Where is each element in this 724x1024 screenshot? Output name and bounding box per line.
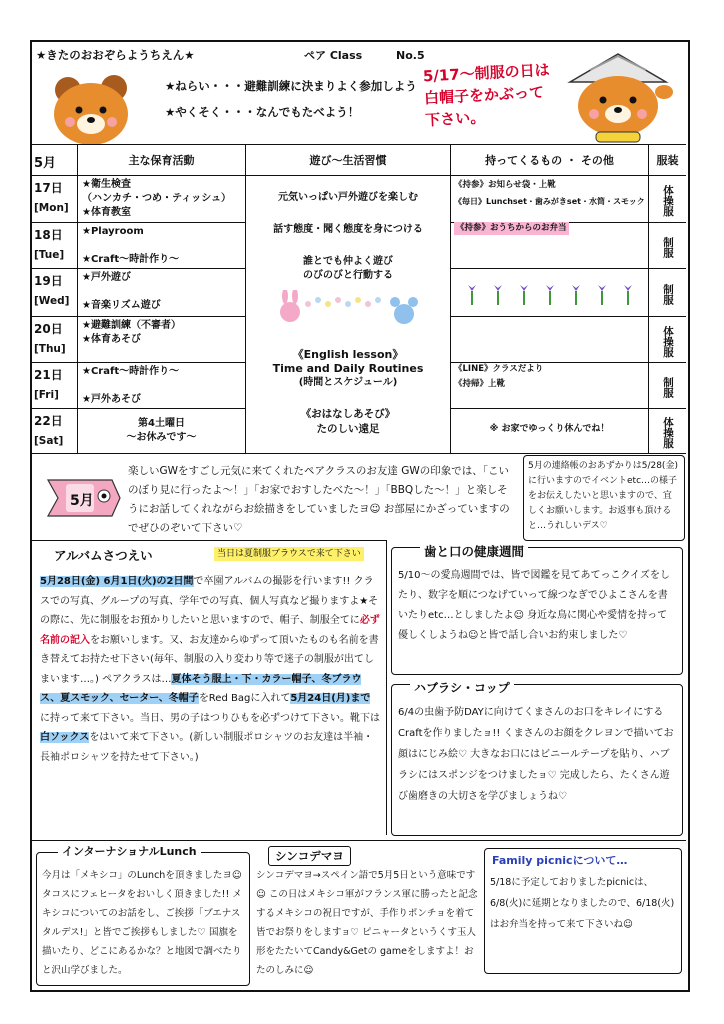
lunch-title: インターナショナルLunch [58,843,201,859]
play-header: 遊び〜生活習慣 [309,154,387,167]
items-sat: ※ お家でゆっくり休んでね！ [489,424,610,434]
activity-line: ★音楽リズム遊び [82,300,161,311]
album-dates: 5月28日(金) 6月1日(火)の2日間 [40,576,194,587]
items-tue: 《持参》おうちからのお弁当 [456,223,567,233]
album-body [40,572,380,834]
english-lesson-title: 《English lesson》 [292,348,404,361]
activity-line: ★戸外あそび [82,394,141,405]
bear-face-icon [48,70,134,148]
iris-flowers-icon [460,277,642,307]
picnic-text: 5/18に予定しておりましたpicnicは、6/8(火)に延期となりましたので、6/18(火)はお弁当を持って来て下さいね☺ [490,877,675,930]
day-number: 20日 [34,322,63,336]
weekday-label: [Wed] [34,295,70,307]
day-number: 19日 [34,274,63,288]
day-number: 21日 [34,368,63,382]
issue-number: No.5 [396,49,425,62]
uniform-cell: 体操服 [662,325,674,358]
album-body-2: をお願いします。又、お友達からゆずって頂いたものも名前を書き替えてお持たせ下さい(毎年、制服の入り変わり等で迷子の制服が出てしまいます…。) ペアクラスは… [40,634,379,685]
play-line-3: 誰とでも仲よく遊び [303,256,393,267]
uniform-cell: 体操服 [662,417,674,449]
weekday-label: [Fri] [34,389,59,401]
bear-helmet-icon [556,48,680,144]
uniform-cell: 制服 [662,284,674,305]
cinco-text: シンコデマヨ→スペイン語で5月5日という意味です☺ この日はメキシコ軍がフランス軍に勝ったと記念するメキシコの祝日ですが、手作りポンチョを着て皆でお祭りをしますョ♡ ピニャータというくす玉人形をたたいてCandy&Getの gameをしますよ！おたのしみに☺ [256,870,478,976]
brush-title: ハブラシ・コップ [410,679,514,696]
gw-message: 楽しいGWをすごし元気に来てくれたペアクラスのお友達 GWの印象では、「こいのぼり見に行ったよ〜！」「お家でおすしたべた〜！」「BBQした〜！」と楽しそうにお話してくれながらお絵描きをしていましたヨ☺ お部屋にかざっていますのでぜひのぞいて下さい♡ [128,465,510,534]
album-body-3: をRed Bagに入れて [198,693,291,704]
day-number: 18日 [34,228,63,242]
story-title: 《おはなしあそび》 [300,408,396,420]
activity-line: ★Playroom [82,226,144,237]
album-body-5: をはいて来て下さい。(新しい制服ポロシャツのお友達は半袖・長袖ポロシャツを持たせて下さい。) [40,732,374,763]
school-name: ★きたのおおぞらようちえん★ [36,48,195,62]
album-name-required: 必ず 名前の記入 [40,615,380,646]
english-lesson-topic: Time and Daily Routines [272,362,424,375]
album-subtitle: 当日は夏制服ブラウスで来て下さい [214,547,364,561]
play-line-2: 話す態度・聞く態度を身につける [273,224,423,235]
animals-bubbles-icon [276,290,426,332]
tooth-week-text: 5/10〜の愛鳥週間では、皆で図鑑を見てあてっこクイズをしたり、数字を順につなげていって線つなぎでひよこさんを書いたりetc…としましたよ☺ 身近な鳥に関心や愛情を持って優しくしようね☺と皆で話し合いお約束しました♡ [398,570,670,641]
album-body-4: に持って来て下さい。当日、男の子はつりひもを必ずつけて下さい。靴下は [40,712,380,724]
activities-header: 主な保育活動 [128,154,195,167]
items-mon-1: 《持参》お知らせ袋・上靴 [454,180,556,190]
english-lesson-sub: (時間とスケジュール) [298,377,398,388]
items-header: 持ってくるもの ・ その他 [485,154,614,167]
album-due-date: 5月24日(月)まで [290,693,371,704]
activity-line: （ハンカチ・つめ・ティッシュ） [82,193,231,204]
weekday-label: [Mon] [34,202,69,214]
uniform-notice: 5/17〜制服の日は白帽子をかぶって下さい。 [422,60,551,130]
activity-line: ★体育教室 [82,207,131,218]
cinco-title: シンコデマヨ [268,846,351,866]
aim-text: ★ねらい・・・避難訓練に決まりよく参加しよう [165,79,417,93]
album-body-1: で卒園アルバムの撮影を行います!! クラスでの写真、グループの写真、学年での写真、個人写真など撮りますよ★その際に、先に制服をお預かりしたいと思いますので、帽子、制服全てに [40,576,379,626]
day-number: 22日 [34,414,63,428]
renraku-text: 5月の連絡帳のおあずかりは5/28(金)に行いますのでイベントetc…の様子をお伝えしたいと思いますので、宜しくお願いします。お返事も頂けると…うれしいデス♡ [528,461,678,531]
album-uniform-items: 夏体そう服上・下・カラー帽子、冬ブラウス、夏スモック、セーター、冬帽子 [40,673,362,704]
play-line-4: のびのびと行動する [303,270,393,281]
lunch-text: 今月は「メキシコ」のLunchを頂きましたヨ☺ タコスにフェヒータをおいしく頂きました!! メキシコについてのお話をし、ご挨拶「ブエナスタルデス!」と皆でご挨拶もしました♡ 国旗を描いたり、どこにあるかな？と地図で調べたりと沢山学びました。 [42,870,242,976]
weekday-label: [Thu] [34,343,66,355]
story-topic: たのしい遠足 [316,423,380,435]
uniform-cell: 制服 [662,237,674,258]
activity-line: ★戸外遊び [82,272,131,283]
items-fri-2: 《持帰》上靴 [454,379,506,389]
weekday-label: [Tue] [34,249,65,261]
weekday-label: [Sat] [34,435,64,447]
uniform-cell: 制服 [662,377,674,398]
activity-line: ★Craft〜時計作り〜 [82,366,180,377]
class-label: ペア Class [304,49,363,62]
album-title: アルバムさつえい [54,548,153,563]
activity-line: ★体育あそび [82,334,141,345]
items-mon-2: 《毎日》Lunchset・歯みがきset・水筒・スモック [454,197,645,206]
album-socks: 白ソックス [40,732,90,743]
items-fri-1: 《LINE》クラスだより [454,364,544,374]
tooth-week-title: 歯と口の健康週間 [420,542,528,560]
activity-line: ★避難訓練（不審者） [82,320,181,331]
activity-line: 第4土曜日 [138,418,185,429]
uniform-cell: 体操服 [662,185,674,217]
month-header: 5月 [34,156,57,171]
promise-text: ★やくそく・・・なんでもたべよう！ [165,105,360,119]
activity-line: 〜お休みです〜 [126,432,197,443]
play-line-1: 元気いっぱい戸外遊びを楽しむ [278,192,418,203]
day-number: 17日 [34,181,63,195]
gw-month-badge: 5月 [70,493,94,509]
brush-text: 6/4の虫歯予防DAYに向けてくまさんのお口をキレイにするCraftを作りましたョ!! くまさんのお顔をクレヨンで描いてお顔はにじみ絵♡ 大きなお口にはビニールテープを貼り、ハブラシにはスポンジをつけましたョ♡ 完成したら、たくさん遊び歯磨きの大切さを学びましょうね♡ [398,707,674,802]
picnic-title: Family picnicについて… [492,854,628,867]
uniform-header: 服装 [656,154,679,167]
activity-line: ★Craft〜時計作り〜 [82,254,180,265]
activity-line: ★衛生検査 [82,179,131,190]
